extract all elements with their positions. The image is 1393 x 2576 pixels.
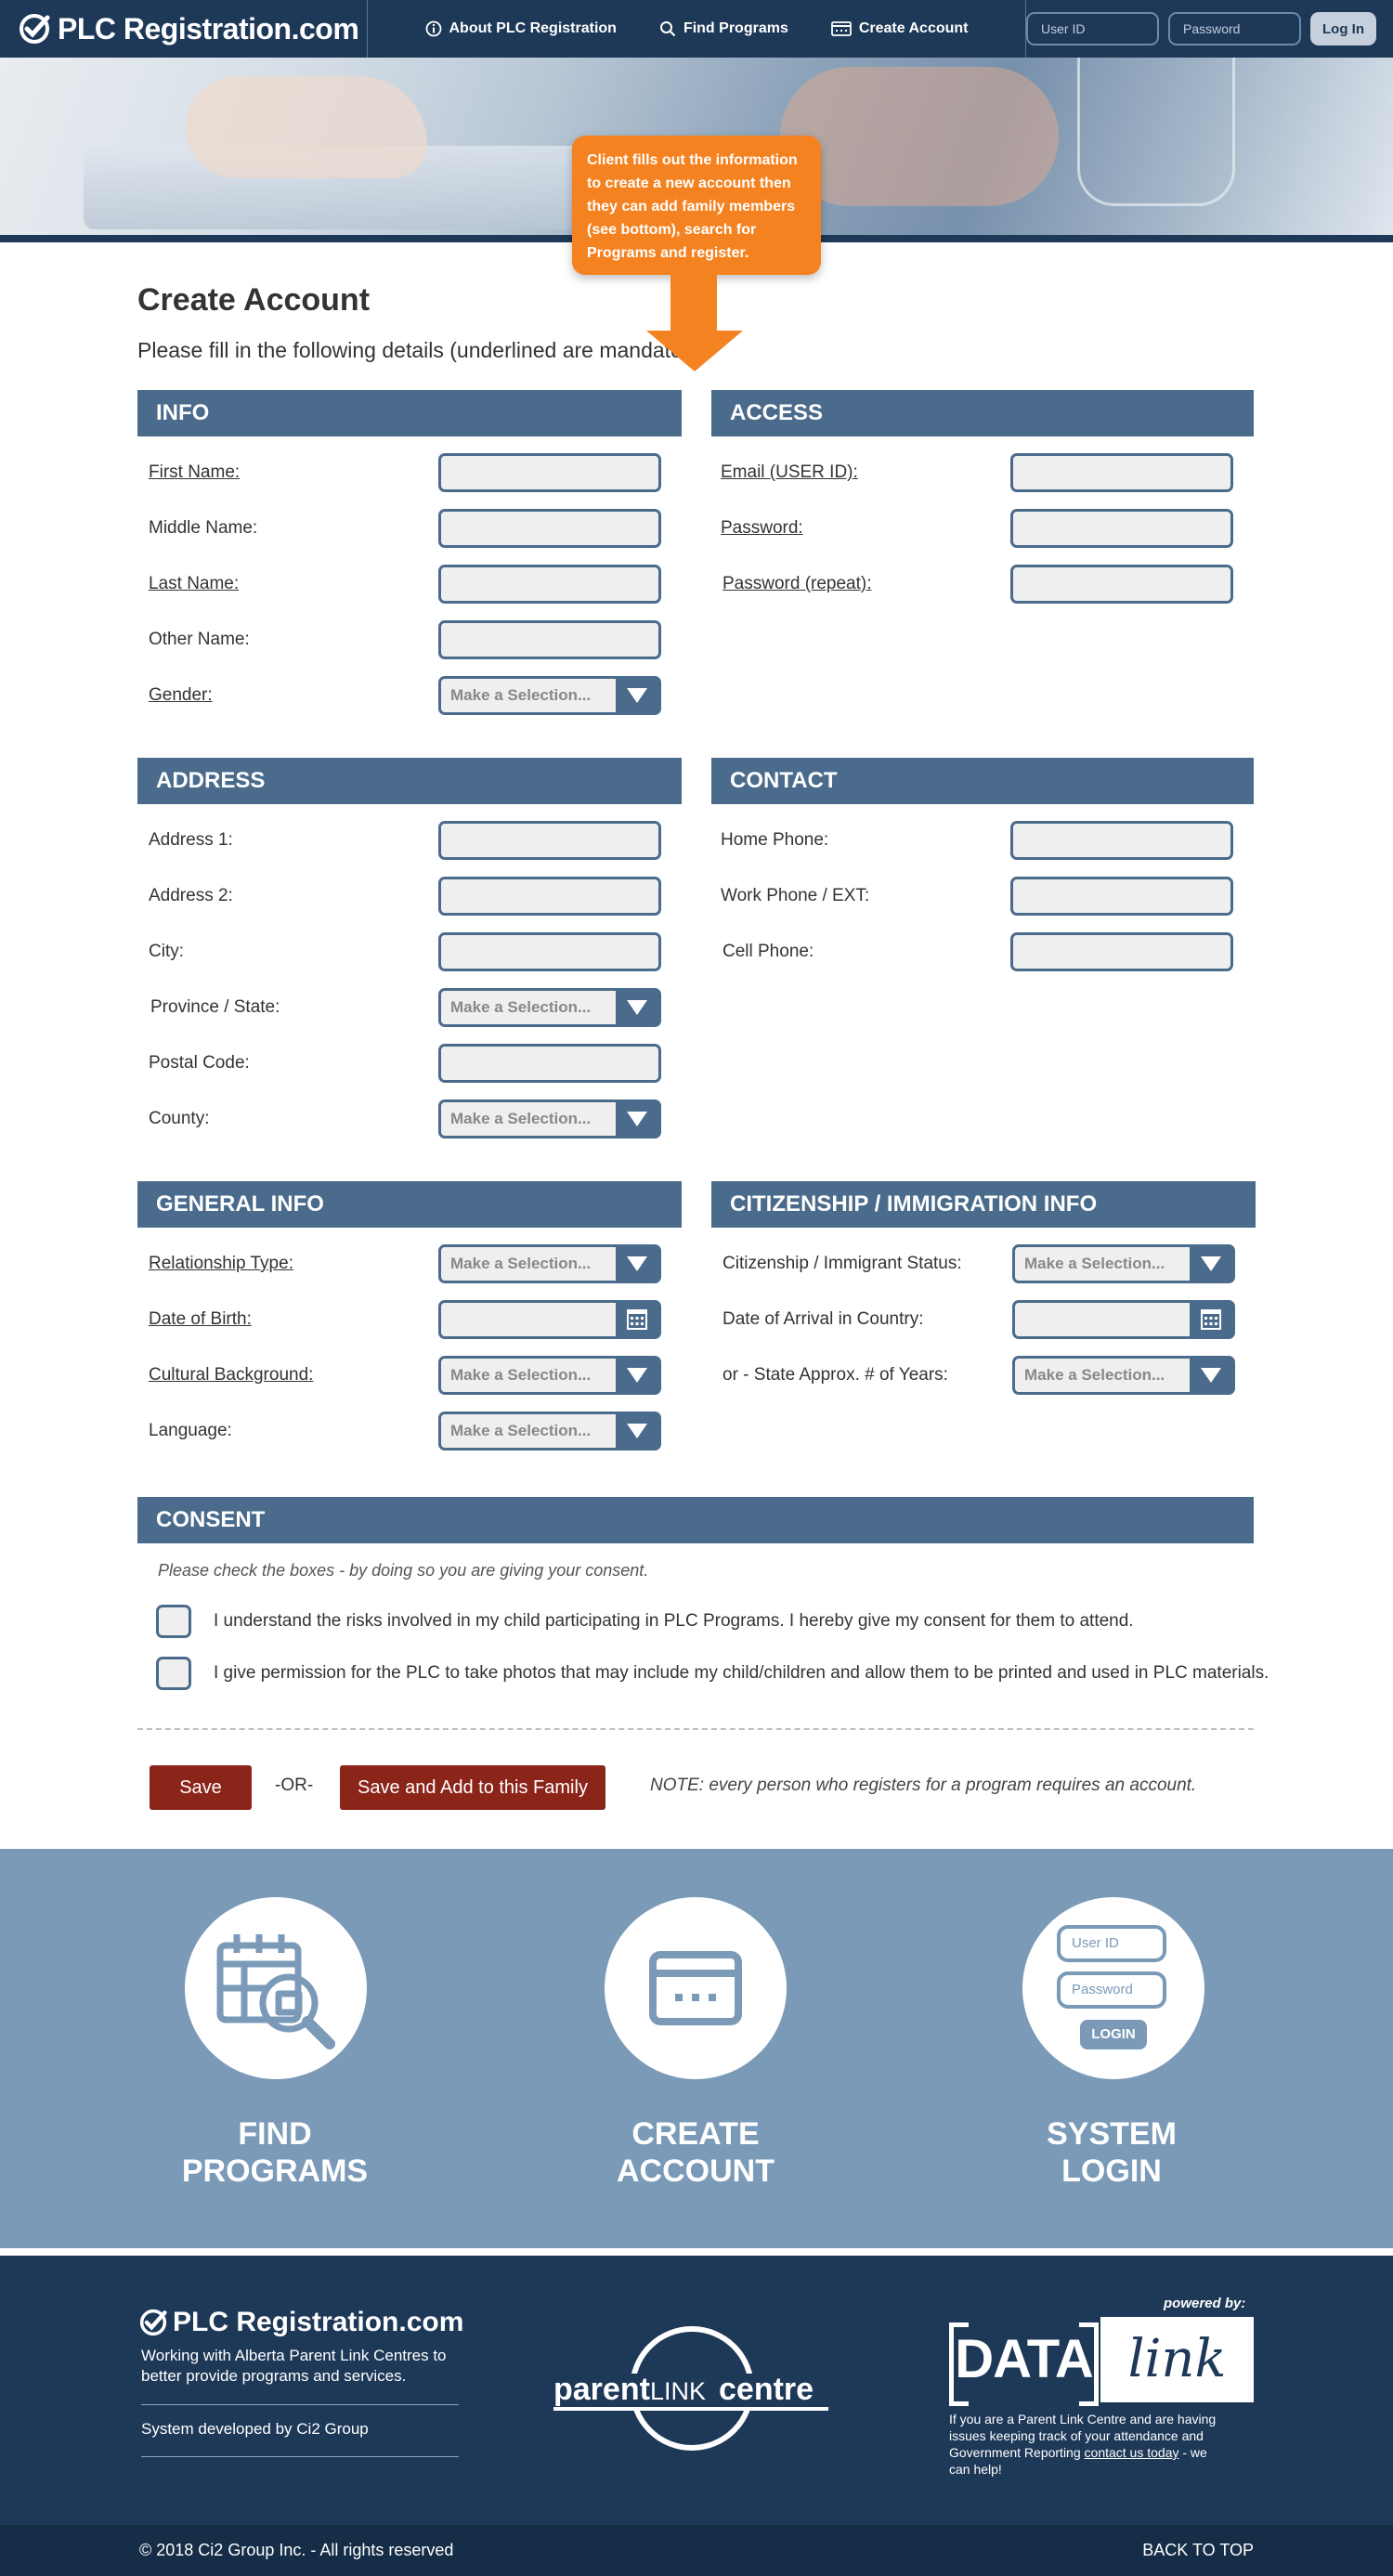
- chevron-down-icon: [1190, 1359, 1232, 1392]
- province-select-value: Make a Selection...: [450, 998, 592, 1016]
- cell-phone-field[interactable]: [1010, 932, 1233, 971]
- password-label: Password:: [721, 518, 803, 538]
- hero-hand-shape: [186, 76, 427, 178]
- datalink-note: [949, 2411, 1228, 2478]
- nav-find-programs-label: Find Programs: [683, 20, 788, 36]
- callout-arrow-head: [646, 331, 743, 371]
- copyright-text: © 2018 Ci2 Group Inc. - All rights reserved: [139, 2541, 454, 2559]
- address1-label: Address 1:: [149, 830, 233, 850]
- other-name-field[interactable]: [438, 620, 661, 659]
- citizenship-status-label: Citizenship / Immigrant Status:: [723, 1254, 962, 1273]
- system-login-label-line2: LOGIN: [1061, 2153, 1162, 2189]
- county-select[interactable]: [438, 1099, 661, 1138]
- gender-select[interactable]: [438, 676, 661, 715]
- consent-photos-checkbox[interactable]: [156, 1657, 191, 1690]
- home-phone-field[interactable]: [1010, 821, 1233, 860]
- datalink-note-text: If you are a Parent Link Centre and are having issues keeping track of your attendance and Government Reporting: [949, 2412, 1217, 2460]
- card-icon: [605, 1897, 787, 2079]
- language-label: Language:: [149, 1421, 232, 1440]
- footer-tagline: Working with Alberta Parent Link Centres to better provide programs and services.: [141, 2347, 447, 2385]
- checkmark-logo-icon: [19, 13, 50, 45]
- create-account-label[interactable]: [556, 2115, 835, 2190]
- address1-field[interactable]: [438, 821, 661, 860]
- save-and-add-family-button[interactable]: Save and Add to this Family: [340, 1765, 605, 1810]
- consent-photos-text: I give permission for the PLC to take photos that may include my child/children and allow them to be printed and used in PLC materials.: [214, 1663, 1269, 1683]
- province-label: Province / State:: [150, 997, 280, 1017]
- gender-label: Gender:: [149, 685, 213, 705]
- nav-find-programs[interactable]: [659, 20, 788, 37]
- consent-note: Please check the boxes - by doing so you are giving your consent.: [158, 1561, 649, 1580]
- other-name-label: Other Name:: [149, 630, 250, 649]
- postal-code-field[interactable]: [438, 1044, 661, 1083]
- powered-by-label: powered by:: [1164, 2296, 1246, 2311]
- date-of-arrival-field[interactable]: [1012, 1300, 1235, 1339]
- plc-logo-part1: parent: [553, 2372, 650, 2407]
- header-login-button[interactable]: Log In: [1310, 12, 1376, 46]
- site-logo[interactable]: [0, 0, 368, 58]
- or-separator: -OR-: [275, 1776, 314, 1795]
- work-phone-field[interactable]: [1010, 877, 1233, 916]
- footer-logo-text: PLC Registration.com: [173, 2307, 464, 2337]
- date-of-birth-label: Date of Birth:: [149, 1309, 252, 1329]
- consent-risks-text: I understand the risks involved in my child participating in PLC Programs. I hereby give my consent for them to attend.: [214, 1611, 1134, 1631]
- language-select[interactable]: [438, 1412, 661, 1451]
- create-account-label-line2: ACCOUNT: [617, 2153, 775, 2189]
- chevron-down-icon: [616, 1414, 658, 1448]
- datalink-logo-left: DATA: [947, 2317, 1100, 2402]
- top-navigation: [0, 0, 1393, 58]
- cultural-background-select-value: Make a Selection...: [450, 1366, 592, 1384]
- date-of-arrival-label: Date of Arrival in Country:: [723, 1309, 924, 1329]
- footer-rule: [141, 2456, 459, 2457]
- general-info-section-header: GENERAL INFO: [137, 1181, 682, 1228]
- county-label: County:: [149, 1109, 210, 1128]
- citizenship-status-select-value: Make a Selection...: [1024, 1255, 1165, 1272]
- consent-risks-checkbox[interactable]: [156, 1605, 191, 1638]
- hero-arm-shape: [780, 67, 1059, 206]
- cultural-background-select[interactable]: [438, 1356, 661, 1395]
- login-form-icon-button: LOGIN: [1080, 2020, 1147, 2049]
- contact-section-header: CONTACT: [711, 758, 1254, 804]
- page-subtitle: Please fill in the following details (underlined are mandatory):: [137, 338, 714, 362]
- find-programs-feature[interactable]: [185, 1897, 367, 2079]
- province-select[interactable]: [438, 988, 661, 1027]
- approx-years-select[interactable]: [1012, 1356, 1235, 1395]
- email-field[interactable]: [1010, 453, 1233, 492]
- citizenship-status-select[interactable]: [1012, 1244, 1235, 1283]
- language-select-value: Make a Selection...: [450, 1422, 592, 1439]
- system-login-feature[interactable]: [1022, 1897, 1204, 2079]
- features-band-divider: [0, 2248, 1393, 2256]
- footer-logo[interactable]: [139, 2307, 463, 2338]
- datalink-logo[interactable]: [947, 2317, 1254, 2402]
- main-menu: [368, 0, 1025, 58]
- password-repeat-field[interactable]: [1010, 565, 1233, 604]
- find-programs-label[interactable]: [136, 2115, 414, 2190]
- plc-logo-part3: centre: [719, 2372, 814, 2407]
- header-password-input[interactable]: [1168, 12, 1301, 46]
- cell-phone-label: Cell Phone:: [723, 942, 814, 961]
- access-section-header: ACCESS: [711, 390, 1254, 436]
- gender-select-value: Make a Selection...: [450, 686, 592, 704]
- login-form-icon-password: Password: [1057, 1971, 1166, 2009]
- nav-create-account[interactable]: [831, 20, 969, 37]
- datalink-logo-right: link: [1100, 2317, 1254, 2402]
- page-title: Create Account: [137, 282, 371, 318]
- chevron-down-icon: [616, 1359, 658, 1392]
- email-label: Email (USER ID):: [721, 462, 858, 482]
- contact-us-link[interactable]: contact us today: [1084, 2445, 1179, 2460]
- card-icon: [831, 20, 852, 37]
- first-name-field[interactable]: [438, 453, 661, 492]
- relationship-type-select-value: Make a Selection...: [450, 1255, 592, 1272]
- footer-rule: [141, 2404, 459, 2405]
- date-of-birth-field[interactable]: [438, 1300, 661, 1339]
- parent-link-centre-logo[interactable]: [548, 2322, 836, 2461]
- save-button[interactable]: Save: [150, 1765, 252, 1810]
- address2-field[interactable]: [438, 877, 661, 916]
- site-logo-text: PLC Registration.com: [58, 11, 359, 46]
- work-phone-label: Work Phone / EXT:: [721, 886, 870, 905]
- create-account-label-line1: CREATE: [631, 2116, 760, 2152]
- city-field[interactable]: [438, 932, 661, 971]
- datalink-note-text-end: - we can help!: [949, 2445, 1207, 2477]
- nav-about-label: About PLC Registration: [449, 20, 617, 36]
- chevron-down-icon: [616, 1102, 658, 1136]
- consent-section-header: CONSENT: [137, 1497, 1254, 1543]
- system-login-label[interactable]: [972, 2115, 1251, 2190]
- info-icon: [425, 20, 442, 37]
- search-icon: [659, 20, 676, 37]
- nav-create-account-label: Create Account: [858, 20, 969, 36]
- password-repeat-label: Password (repeat):: [723, 574, 872, 593]
- footer-developer: System developed by Ci2 Group: [141, 2420, 369, 2438]
- relationship-type-label: Relationship Type:: [149, 1254, 293, 1273]
- approx-years-select-value: Make a Selection...: [1024, 1366, 1165, 1384]
- address2-label: Address 2:: [149, 886, 233, 905]
- chevron-down-icon: [616, 1247, 658, 1281]
- callout-arrow-shaft: [670, 275, 717, 332]
- header-user-id-input[interactable]: [1026, 12, 1159, 46]
- middle-name-label: Middle Name:: [149, 518, 258, 538]
- chevron-down-icon: [616, 679, 658, 712]
- calendar-icon[interactable]: [1190, 1303, 1232, 1336]
- calendar-search-icon: [185, 1897, 367, 2079]
- info-section-header: INFO: [137, 390, 682, 436]
- county-select-value: Make a Selection...: [450, 1110, 592, 1127]
- password-field[interactable]: [1010, 509, 1233, 548]
- last-name-label: Last Name:: [149, 574, 240, 593]
- plc-logo-part2: LINK: [650, 2377, 707, 2405]
- instruction-callout: Client fills out the information to create a new account then they can add family members (see bottom), search for Programs and register.: [572, 136, 821, 275]
- find-programs-label-line2: PROGRAMS: [181, 2153, 369, 2189]
- find-programs-label-line1: FIND: [238, 2116, 312, 2152]
- system-login-label-line1: SYSTEM: [1047, 2116, 1177, 2152]
- account-note: NOTE: every person who registers for a program requires an account.: [650, 1776, 1197, 1795]
- approx-years-label: or - State Approx. # of Years:: [723, 1365, 948, 1385]
- first-name-label: First Name:: [149, 462, 241, 482]
- nav-about[interactable]: [425, 20, 617, 37]
- create-account-feature[interactable]: [605, 1897, 787, 2079]
- relationship-type-select[interactable]: [438, 1244, 661, 1283]
- calendar-icon[interactable]: [616, 1303, 658, 1336]
- postal-code-label: Postal Code:: [149, 1053, 250, 1073]
- hero-pen-cup-shape: [1077, 58, 1235, 206]
- back-to-top-link[interactable]: BACK TO TOP: [1142, 2541, 1254, 2559]
- citizenship-section-header: CITIZENSHIP / IMMIGRATION INFO: [711, 1181, 1256, 1228]
- chevron-down-icon: [616, 991, 658, 1024]
- home-phone-label: Home Phone:: [721, 830, 829, 850]
- login-form-icon-user-id: User ID: [1057, 1925, 1166, 1962]
- chevron-down-icon: [1190, 1247, 1232, 1281]
- city-label: City:: [149, 942, 184, 961]
- middle-name-field[interactable]: [438, 509, 661, 548]
- cultural-background-label: Cultural Background:: [149, 1365, 314, 1385]
- address-section-header: ADDRESS: [137, 758, 682, 804]
- header-login-form: [1025, 0, 1393, 58]
- last-name-field[interactable]: [438, 565, 661, 604]
- checkmark-logo-icon: [139, 2309, 167, 2336]
- form-divider: [137, 1728, 1254, 1730]
